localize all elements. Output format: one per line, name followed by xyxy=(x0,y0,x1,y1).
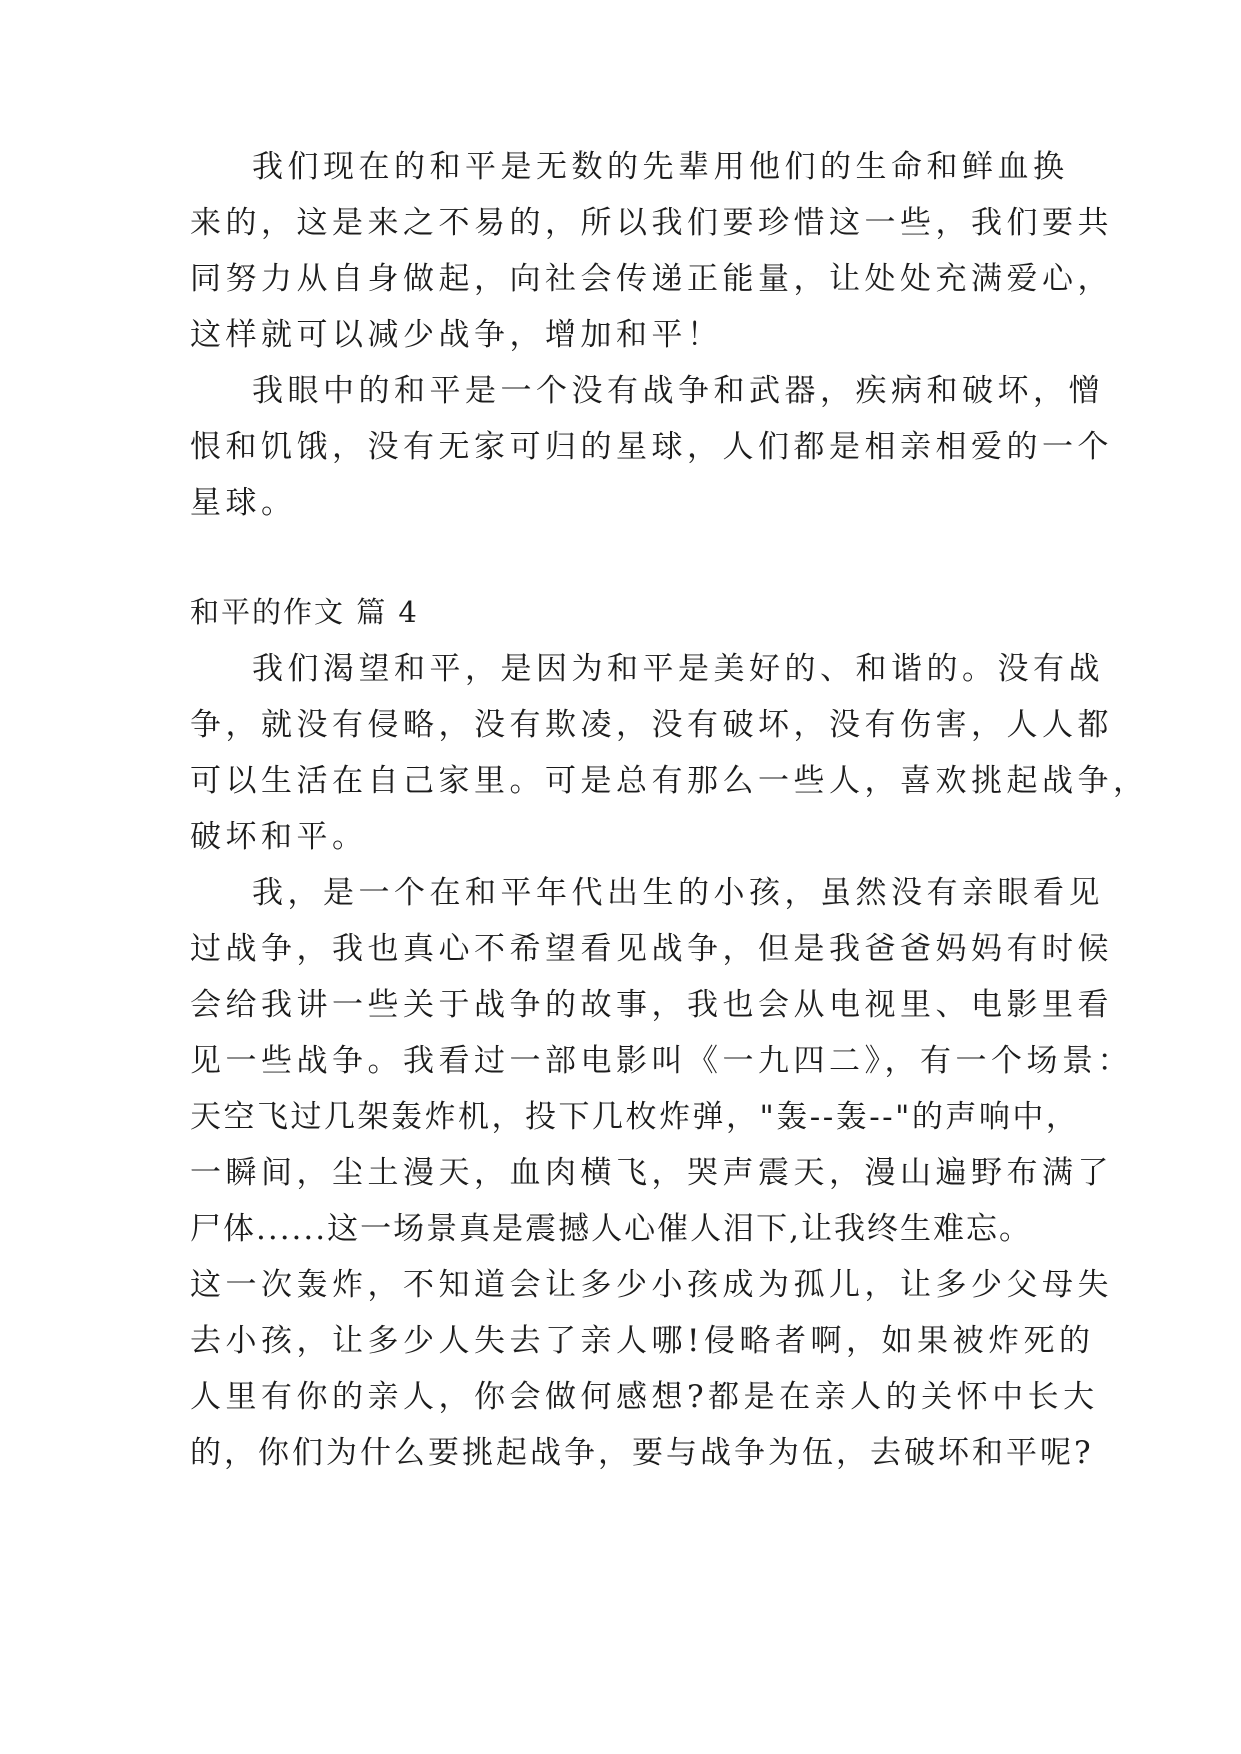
paragraph-line: 这样就可以减少战争，增加和平！ xyxy=(190,317,723,353)
paragraph-line: 争，就没有侵略，没有欺凌，没有破坏，没有伤害，人人都 xyxy=(190,707,1113,743)
paragraph-line: 星球。 xyxy=(190,485,297,521)
paragraph-line: 人里有你的亲人，你会做何感想?都是在亲人的关怀中长大 xyxy=(190,1379,1099,1415)
paragraph-line: 同努力从自身做起，向社会传递正能量，让处处充满爱心， xyxy=(190,261,1113,297)
section-heading: 和平的作文 篇 4 xyxy=(190,595,419,629)
paragraph-line: 来的，这是来之不易的，所以我们要珍惜这一些，我们要共 xyxy=(190,205,1113,241)
paragraph-line: 去小孩，让多少人失去了亲人哪!侵略者啊，如果被炸死的 xyxy=(190,1323,1095,1359)
paragraph-line: 破坏和平。 xyxy=(190,819,368,855)
paragraph-line: 可以生活在自己家里。可是总有那么一些人，喜欢挑起战争， xyxy=(190,763,1149,799)
paragraph-line: 我，是一个在和平年代出生的小孩，虽然没有亲眼看见 xyxy=(252,875,1104,911)
paragraph-line: 尸体......这一场景真是震撼人心催人泪下,让我终生难忘。 xyxy=(190,1211,1032,1247)
paragraph-line: 我们渴望和平，是因为和平是美好的、和谐的。没有战 xyxy=(252,651,1104,687)
paragraph-line: 我眼中的和平是一个没有战争和武器，疾病和破坏，憎 xyxy=(252,373,1104,409)
paragraph-line: 见一些战争。我看过一部电影叫《一九四二》，有一个场景： xyxy=(190,1043,1133,1079)
paragraph-line: 会给我讲一些关于战争的故事，我也会从电视里、电影里看 xyxy=(190,987,1113,1023)
paragraph-line: 一瞬间，尘土漫天，血肉横飞，哭声震天，漫山遍野布满了 xyxy=(190,1155,1113,1191)
paragraph-line: 过战争，我也真心不希望看见战争，但是我爸爸妈妈有时候 xyxy=(190,931,1113,967)
paragraph-line: 天空飞过几架轰炸机，投下几枚炸弹，"轰--轰--"的声响中， xyxy=(190,1099,1080,1135)
paragraph-line: 我们现在的和平是无数的先辈用他们的生命和鲜血换 xyxy=(252,149,1069,185)
paragraph-line: 的，你们为什么要挑起战争，要与战争为伍，去破坏和平呢? xyxy=(190,1435,1094,1471)
paragraph-line: 这一次轰炸，不知道会让多少小孩成为孤儿，让多少父母失 xyxy=(190,1267,1113,1303)
paragraph-line: 恨和饥饿，没有无家可归的星球，人们都是相亲相爱的一个 xyxy=(190,429,1113,465)
